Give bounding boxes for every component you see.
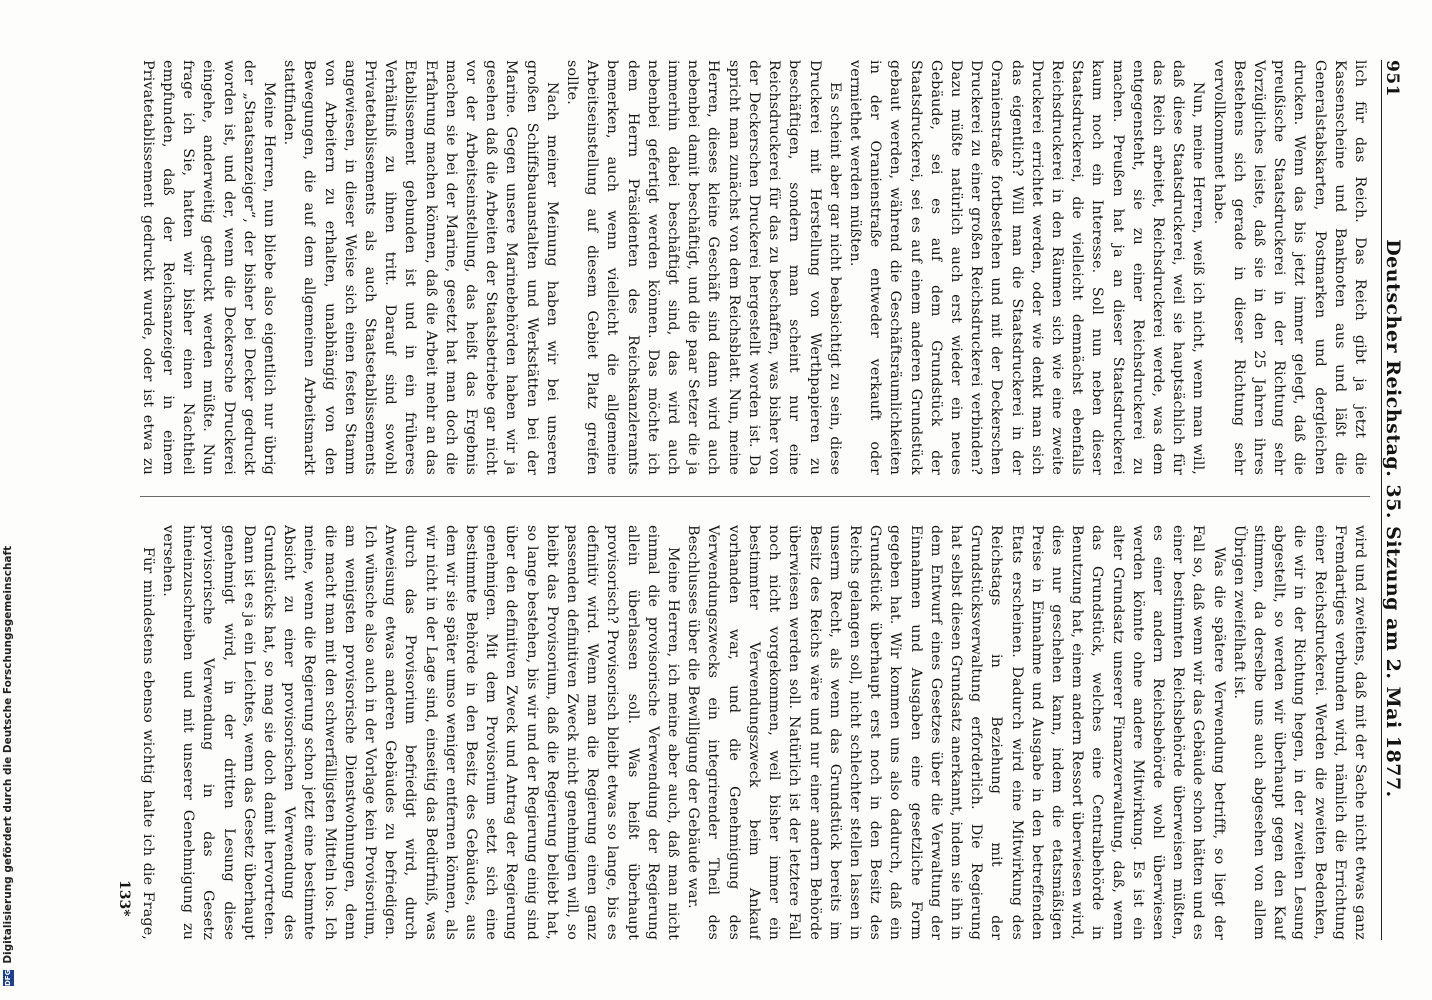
text-column-right	[140, 525, 1370, 940]
page-header	[1381, 60, 1410, 940]
dfg-logo-icon: DFG	[3, 969, 12, 986]
paragraph: Was die spätere Verwendung betrifft, so liegt der Fall so, daß wenn wir das Gebäude schon hätten und es einer bestimmten Reichsbehörde überweisen müßten, es einer andern Reichsbehörde wohl überwiesen werden könnte ohne andere Mitwirkung. Es ist ein alter Grundsatz unserer Finanzverwaltung, daß, wenn das Grundstück, welches eine Centralbehörde in Benutzung hat, einem andern Ressort überwiesen wird, dies nur geschehen kann, indem die etatsmäßigen Preise in Einnahme und Ausgabe in den betreffenden Etats erscheinen. Dadurch wird eine Mitwirkung des Reichstags in Beziehung mit der Grundstücksverwaltung erforderlich. Die Regierung hat selbst diesen Grundsatz anerkannt, indem sie ihn in dem Entwurf eines Gesetzes über die Verwaltung der Einnahmen und Ausgaben eine gesetzliche Form gegeben hat. Wir kommen uns also dadurch, daß ein Grundstück überhaupt erst noch in den Besitz des Reichs gelangen soll, nicht schlechter stellen lassen in unserm Recht, als wenn das Grundstück bereits im Besitz des Reichs wäre und nur einer andern Behörde überwiesen werden soll. Natürlich ist der letztere Fall noch nicht vorgekommen, weil bisher immer ein bestimmter Verwendungszweck beim Ankauf vorhanden war, und die Genehmigung des Verwendungszwecks ein integrirender Theil des Beschlusses über die Bewilligung der Gebäude war.	[685, 525, 1227, 940]
text-column-left	[140, 60, 1370, 475]
paragraph: Meine Herren, nun bliebe also eigentlich nur übrig der „Staatsanzeiger“, der bisher bei Decker gedruckt worden ist, und der, wenn die Deckersche Druckerei eingehe, anderweitig gedruckt werden müßte. Nun frage ich Sie, hatten wir bisher einen Nachtheil empfunden, daß der Reichsanzeiger in einem Privatetablissement gedruckt wurde, oder ist etwa zu	[140, 60, 278, 475]
page-title: Deutscher Reichstag. 35. Sitzung am 2. Mai 1877.	[1382, 239, 1404, 798]
paragraph: Für mindestens ebenso wichtig halte ich die Frage,	[140, 547, 156, 940]
attribution-text: Digitalisierung gefördert durch die Deutsche Forschungsgemeinschaft	[2, 545, 14, 964]
paragraph: Meine Herren, ich meine aber auch, daß man nicht einmal die provisorische Verwendung der Regierung allein überlassen soll. Was heißt überhaupt provisorisch? Provisorisch bleibt etwas so lange, bis es definitiv wird. Wenn man die Regierung einen ganz passenden definitiven Zweck nicht genehmigen will, so bleibt das Provisorium, daß die Regierung beliebt hat, so lange bestehen, bis wir und der Regierung einig sind über den definitiven Zweck und Antrag der Regierung genehmigen. Mit dem Provisorium setzt sich eine bestimmte Behörde in den Besitz des Gebäudes, aus dem wir sie später umso weniger entfernen können, als wir nicht in der Lage sind, einseitig das Bedürfniß, was durch das Provisorium befriedigt wird, durch Anweisung etwas anderen Gebäudes zu befriedigen. Ich wünsche also auch in der Vorlage kein Provisorium, am wenigsten provisorische Dienstwohnungen, denn die macht man mit den schwerfälligsten Mitteln los. Ich meine, wenn die Regierung schon jetzt eine bestimmte Absicht zu einer provisorischen Verwendung des Grundstücks hat, so mag sie doch damit hervortreten. Dann ist es ja ein Leichtes, wenn das Gesetz überhaupt genehmigt wird, in der dritten Lesung diese provisorische Verwendung in das Gesetz hineinzuschreiben und mit unserer Genehmigung zu versehen.	[160, 525, 682, 940]
signature-mark: 133*	[116, 880, 132, 917]
column-divider	[140, 496, 1370, 497]
paragraph: wird und zweitens, daß mit der Sache nicht etwas ganz Fremdartiges verbunden wird, nämlich die Errichtung einer Reichsdruckerei. Werden die zweiten Bedenken, die wir in der Richtung hegen, in der zweiten Lesung abgestellt, so werden wir überhaupt gegen den Kauf stimmen, da derselbe uns auch abgesehen von allem Übrigen zweifelhaft ist.	[1230, 525, 1368, 940]
digitization-attribution	[0, 545, 16, 1000]
paragraph: lich für das Reich. Das Reich gibt ja jetzt die Kassenscheine und Banknoten aus und läßt die Generalstabskarten, Postmarken und dergleichen drucken. Wenn das bis jetzt immer gelegt, daß die preußische Staatsdruckerei in der Richtung sehr Vorzügliches leiste, daß sie in den 25 Jahren ihres Bestehens sich gerade in dieser Richtung sehr vervollkommnet habe.	[1210, 60, 1368, 475]
paragraph: Nun, meine Herren, weiß ich nicht, wenn man will, daß diese Staatsdruckerei, weil sie hauptsächlich für das Reich arbeitet, Reichsdruckerei werde, was dem entgegensteht, sie zu einer Reichsdruckerei zu machen. Preußen hat ja an dieser Staatsdruckerei kaum noch ein Interesse. Soll nun neben dieser Staatsdruckerei, die vielleicht demnächst ebenfalls Reichsdruckerei in den Räumen sich wie eine zweite Druckerei errichtet werden, oder wie denkt man sich das eigentlich? Will man die Staatsdruckerei in der Oranienstraße fortbestehen und mit der Deckerschen Druckerei zu einer großen Reichsdruckerei verbinden? Dazu müßte natürlich auch erst wieder ein neues Gebäude, sei es auf dem Grundstück der Staatsdruckerei, sei es auf einem anderen Grundstück gebaut werden, während die Geschäftsräumlichkeiten in der Oranienstraße entweder verkauft oder vermiethet werden müßten.	[846, 60, 1207, 475]
paragraph: Nach meiner Meinung haben wir bei unseren großen Schiffsbauanstalten und Werkstätten bei der Marine. Gegen unsere Marinebehörden haben wir ja gesehen daß die Arbeiten der Staatsbetriebe gar nicht vor der Arbeitseinstellung, das heißt das Ergebnis machen sie bei der Marine, gesetzt hat man doch die Erfahrung machen können, daß die Arbeit mehr an das Etablissement gebunden ist und in ein früheres Verhältniß zu ihnen tritt. Darauf sind sowohl Privatetablissements als auch Staatsetablissements angewiesen, in dieser Weise sich einen festen Stamm von Arbeitern zu erhalten, unabhängig von den Bewegungen, die auf dem allgemeinen Arbeitsmarkt stattfinden.	[281, 60, 560, 475]
page-number: 951	[1382, 60, 1402, 97]
paragraph: Es scheint aber gar nicht beabsichtigt zu sein, diese Druckerei mit Herstellung von Werthpapieren zu beschäftigen, sondern man scheint nur eine Reichsdruckerei für das zu beschaffen, was bisher von der Deckerschen Druckerei hergestellt worden ist. Da spricht man zunächst von dem Reichsblatt. Nun, meine Herren, dieses kleine Geschäft sind dann wird auch nebenbei damit beschäftigt, und die paar Setzer die ja immerhin dabei beschäftigt sind, das wird auch nebenbei gefertigt werden können. Das möchte ich dem Herrn Präsidenten des Reichskanzleramts bemerken, auch wenn vielleicht die allgemeine Arbeitseinstellung auf diesem Gebiet Platz greifen sollte.	[564, 60, 843, 475]
